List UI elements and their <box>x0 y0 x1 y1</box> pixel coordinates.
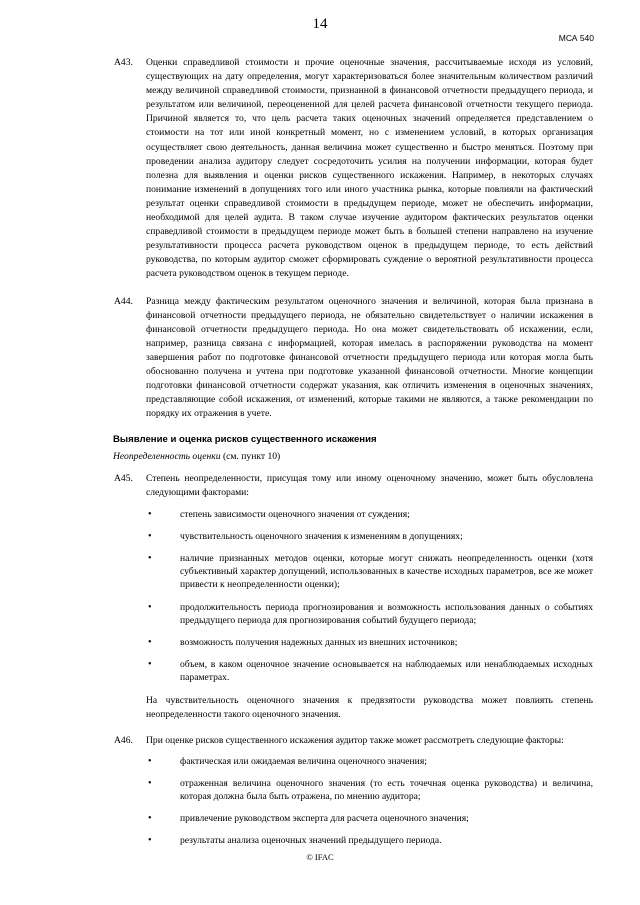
section-heading: Выявление и оценка рисков существенного искажения <box>113 434 377 446</box>
paragraph-number: A46. <box>114 734 133 746</box>
list-item: • возможность получения надежных данных из внешних источников; <box>146 636 593 649</box>
list-item: • фактическая или ожидаемая величина оценочного значения; <box>146 755 593 768</box>
paragraph-number: A45. <box>114 473 133 485</box>
page-content <box>114 56 593 857</box>
document-code: МСА 540 <box>558 33 594 43</box>
list-item: • чувствительность оценочного значения к изменениям в допущениях; <box>146 530 593 543</box>
list-item: • объем, в каком оценочное значение основывается на наблюдаемых или ненаблюдаемых исходных параметрах. <box>146 658 593 684</box>
list-item: • отраженная величина оценочного значения (то есть точечная оценка руководства) и величина, которая должна была быть отражена, по мнению аудитора; <box>146 777 593 803</box>
paragraph-a44 <box>114 295 593 422</box>
factor-list-a46 <box>114 755 593 848</box>
paragraph-a43 <box>114 56 593 282</box>
list-item: • степень зависимости оценочного значения от суждения; <box>146 508 593 521</box>
paragraph-number: A43. <box>114 57 133 68</box>
list-item: • наличие признанных методов оценки, которые могут снижать неопределенность оценки (хотя субъективный характер допущений, использованных в качестве исходных параметров, все же может привести к неопределенности оценки); <box>146 552 593 592</box>
paragraph-intro: При оценке рисков существенного искажения аудитор также может рассмотреть следующие факторы: <box>146 734 564 746</box>
paragraph-a45 <box>114 472 593 500</box>
page-number: 14 <box>312 16 328 32</box>
paragraph-a46 <box>114 734 593 748</box>
list-item: • продолжительность периода прогнозирования и возможность использования данных о событиях предыдущего периода для прогнозирования событий будущего периода; <box>146 601 593 627</box>
subsection-heading <box>113 450 593 464</box>
paragraph-text: Разница между фактическим результатом оценочного значения и величиной, которая была признана в финансовой отчетности предыдущего периода, не обязательно свидетельствует о наличии искажения в финансовой отчетности предыдущего периода. Но она может свидетельствовать об искажении, если, например, разница связана с информацией, которая имелась в распоряжении руководства на момент завершения работ по подготовке финансовой отчетности предыдущего периода или которая могла быть обоснованно получена и учтена при подготовке указанной финансовой отчетности. Многие концепции подготовки финансовой отчетности содержат указания, как отличить изменения в оценочных значениях, представляющие собой искажения, от изменений, которые такими не являются, а также рекомендации по порядку их отражения в учете. <box>146 295 593 420</box>
subsection-reference: (см. пункт 10) <box>222 451 281 463</box>
list-item: • результаты анализа оценочных значений предыдущего периода. <box>146 834 593 847</box>
list-item: • привлечение руководством эксперта для расчета оценочного значения; <box>146 812 593 825</box>
paragraph-number: A44. <box>114 295 133 307</box>
subsection-title: Неопределенность оценки <box>113 451 221 463</box>
paragraph-a45-conclusion: На чувствительность оценочного значения к предвзятости руководства может повлиять степень неопределенности такого оценочного значения. <box>146 694 593 720</box>
factor-list-a45 <box>114 508 593 685</box>
paragraph-intro: Степень неопределенности, присущая тому или иному оценочному значению, может быть обусловлена следующими факторами: <box>146 473 593 499</box>
footer-copyright: © IFAC <box>306 852 334 862</box>
paragraph-text: Оценки справедливой стоимости и прочие оценочные значения, рассчитываемые исходя из условий, существующих на дату определения, могут характеризоваться более значительным количеством различий между величиной справедливой стоимости, признанной в финансовой отчетности предыдущего периода, и результатом или величиной, переоцененной для целей расчета финансовой отчетности текущего периода. Причиной является то, что цель расчета таких оценочных значений определяется представлением о стоимости на тот или иной конкретный момент, но с изменением условий, в которых организация осуществляет свою деятельность, данная величина может существенно и быстро меняться. Поэтому при проведении анализа аудитору следует сосредоточить усилия на получении информации, которая будет полезна для выявления и оценки рисков существенного искажения. Например, в некоторых случаях понимание изменений в допущениях того или иного участника рынка, которые повлияли на фактический результат оценки справедливой стоимости в предыдущем периоде, может не обеспечить информации, необходимой для целей аудита. В таком случае изучение аудитором фактических результатов оценки справедливой стоимости в предыдущем периоде может быть в большей степени направлено на изучение результативности процесса расчета руководством оценок в предыдущем периоде, то есть действий руководства, по которым аудитор сможет сформировать суждение о вероятной результативности процесса расчета руководством оценок в текущем периоде. <box>146 57 593 280</box>
